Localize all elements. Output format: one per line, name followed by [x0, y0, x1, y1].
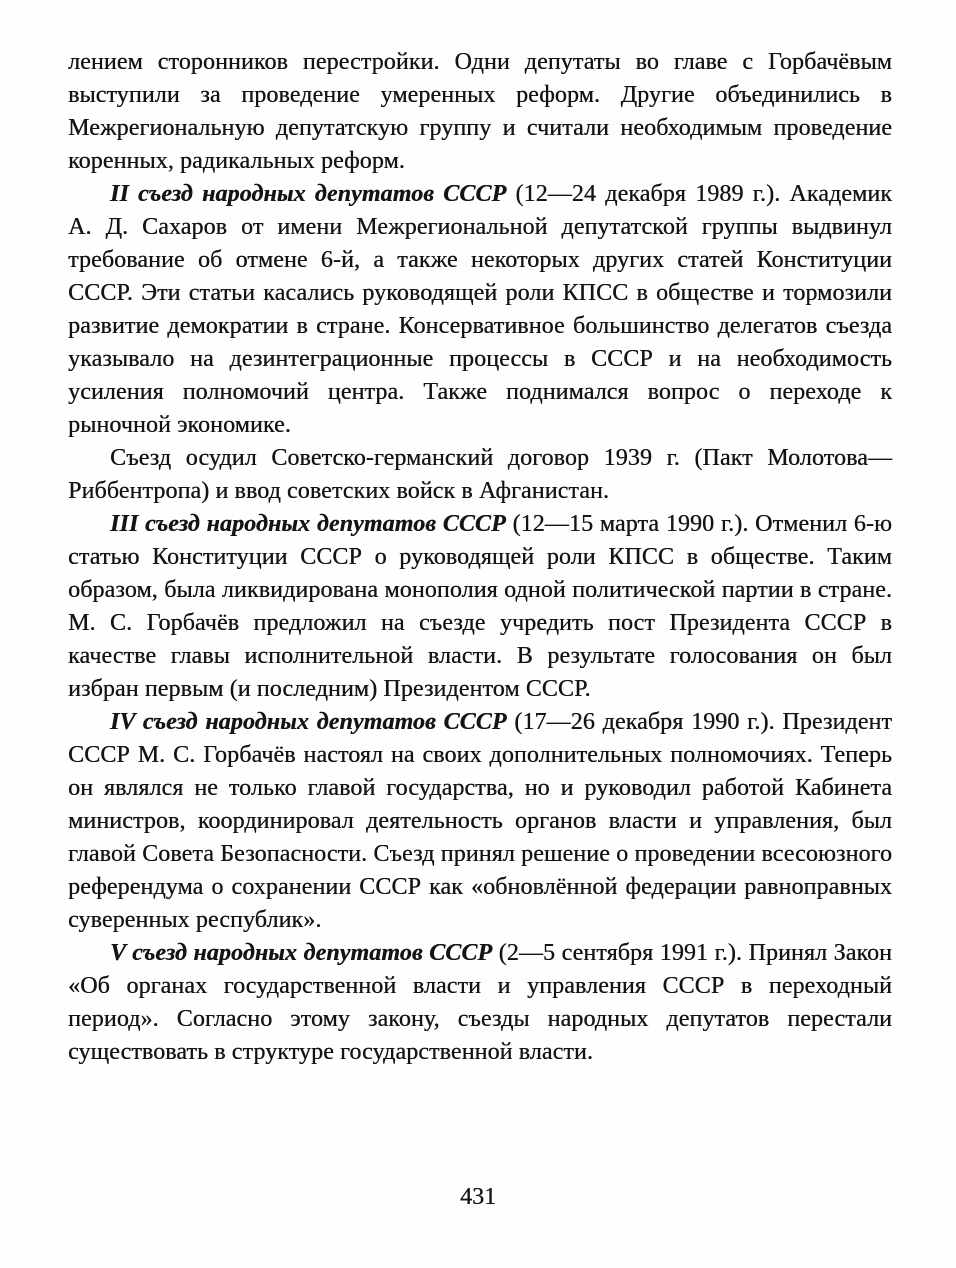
paragraph-text: Отменил 6-ю статью Конституции СССР о руководящей роли КПСС в обществе. Таким образом, была ликвидирована монополия одной политической партии в стране. М. С. Горбачёв предложил на съезде учредить пост Президента СССР в качестве главы исполнительной власти. В результате голосования он был избран первым (и последним) Президентом СССР.: [68, 511, 892, 702]
paragraph-lead: V съезд народных депутатов СССР: [110, 940, 493, 966]
paragraph-text: Академик А. Д. Сахаров от имени Межрегиональной депутатской группы выдвинул требование об отмене 6-й, а также некоторых других статей Конституции СССР. Эти статьи касались руководящей роли КПСС в обществе и тормозили развитие демократии в стране. Консервативное большинство делегатов съезда указывало на дезинтеграционные процессы в СССР и на необходимость усиления полномочий центра. Также поднимался вопрос о переходе к рыночной экономике.: [68, 181, 893, 438]
paragraph-congress-3: [68, 508, 892, 706]
paragraph-continuation: [68, 46, 892, 178]
paragraph-congress-2: [68, 178, 892, 442]
paragraph-date: (2—5 сентября 1991 г.).: [498, 940, 742, 966]
paragraph-congress-4: [68, 706, 892, 937]
paragraph-lead: II съезд народных депутатов СССР: [110, 181, 507, 207]
paragraph-date: (12—24 декабря 1989 г.).: [515, 181, 781, 207]
paragraph-text: лением сторонников перестройки. Одни депутаты во главе с Горбачёвым выступили за проведение умеренных реформ. Другие объединились в Межрегиональную депутатскую группу и считали необходимым проведение коренных, радикальных реформ.: [68, 49, 892, 174]
paragraph-congress-5: [68, 937, 892, 1069]
paragraph-date: (17—26 декабря 1990 г.).: [514, 709, 775, 735]
paragraph-lead: III съезд народных депутатов СССР: [110, 511, 506, 537]
paragraph-text: Президент СССР М. С. Горбачёв настоял на своих дополнительных полномочиях. Теперь он являлся не только главой государства, но и руководил работой Кабинета министров, координировал деятельность органов власти и управления, был главой Совета Безопасности. Съезд принял решение о проведении всесоюзного референдума о сохранении СССР как «обновлённой федерации равноправных суверенных республик».: [68, 709, 892, 933]
paragraph-date: (12—15 марта 1990 г.).: [512, 511, 749, 537]
text-block: [68, 46, 892, 1069]
page-number: 431: [460, 1184, 496, 1210]
paragraph-lead: IV съезд народных депутатов СССР: [110, 709, 507, 735]
paragraph-text: Принял Закон «Об органах государственной власти и управления СССР в переходный период». Согласно этому закону, съезды народных депутатов перестали существовать в структуре государственной власти.: [68, 940, 892, 1065]
paragraph-text: Съезд осудил Советско-германский договор 1939 г. (Пакт Молотова—Риббентропа) и ввод советских войск в Афганистан.: [68, 445, 892, 504]
paragraph-pact: [68, 442, 892, 508]
